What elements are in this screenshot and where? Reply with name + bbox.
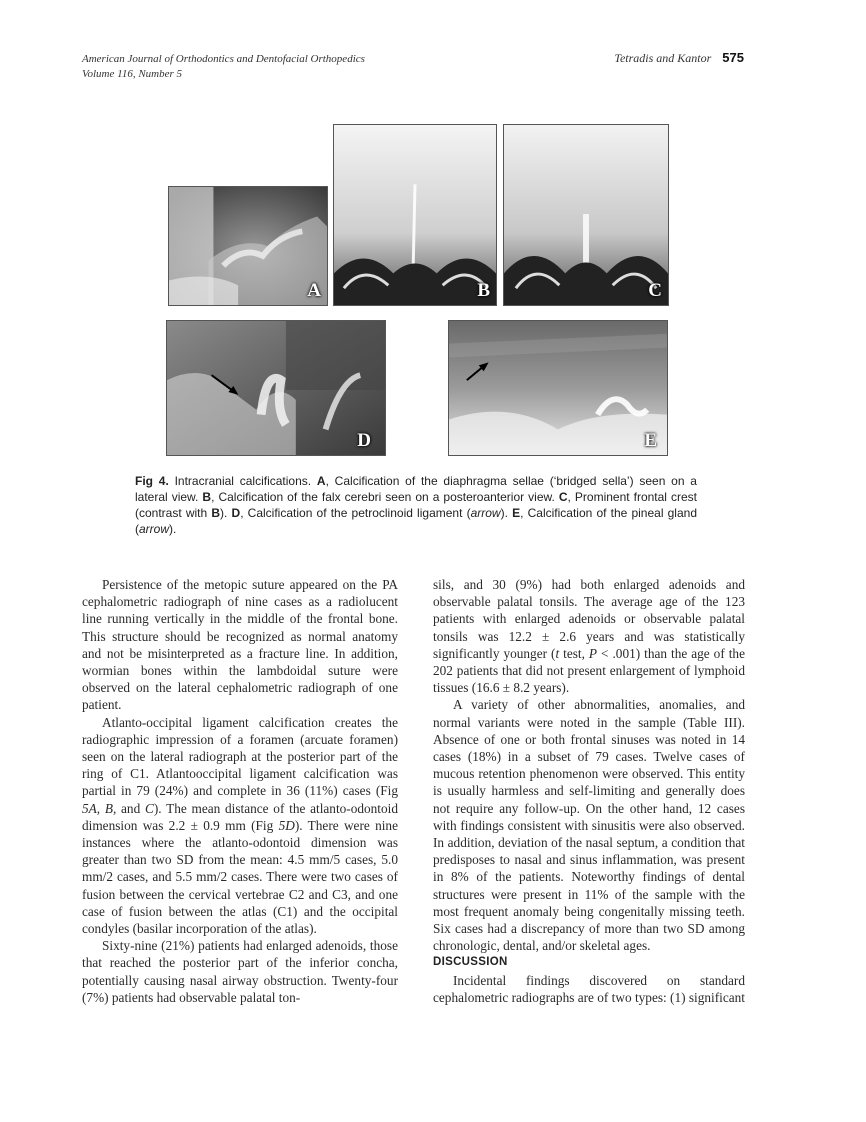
paragraph-metopic-suture: Persistence of the metopic suture appeared on the PA cephalometric radiograph of nine cases as a radiolucent line running vertically in the middle of the frontal bone. This structure should be recognized as normal anatomy and not be misinterpreted as a fracture line. In addition, wormian bones within the lambdoidal suture were observed on the lateral cephalometric radiograph of one patient. (82, 577, 398, 713)
figure-panel-b (333, 124, 497, 306)
running-header-journal (82, 52, 365, 82)
panel-label-e: E (644, 430, 657, 451)
paragraph-discussion: Incidental findings discovered on standard cephalometric radiographs are of two types: (1) significant (433, 972, 745, 1005)
figure-panel-c (503, 124, 669, 306)
body-right-column (433, 576, 745, 1006)
figure-panel-a (168, 186, 328, 306)
radiograph-b-image (334, 125, 496, 305)
paragraph-tonsils: sils, and 30 (9%) had both enlarged adenoids and observable palatal tonsils. The average age of the 123 patients with enlarged adenoids or observable palatal tonsils was 12.2 ± 2.6 years and was statistically significantly younger (t test, P < .001) than the age of the 202 patients that did not present enlargement of lymphoid tissues (16.6 ± 8.2 years). (433, 577, 745, 696)
panel-label-c: C (648, 280, 662, 301)
journal-volume: Volume 116, Number 5 (82, 68, 183, 80)
radiograph-d-image (167, 321, 385, 455)
paragraph-adenoids: Sixty-nine (21%) patients had enlarged adenoids, those that reached the posterior part of the inferior concha, potentially causing nasal airway obstruction. Twenty-four (7%) patients had observable palatal ton- (82, 938, 398, 1005)
panel-label-d: D (357, 430, 371, 451)
section-heading-discussion: DISCUSSION (433, 956, 508, 969)
panel-label-b: B (477, 280, 490, 301)
page-number: 575 (722, 50, 744, 65)
radiograph-c-image (504, 125, 668, 305)
paragraph-abnormalities: A variety of other abnormalities, anomalies, and normal variants were noted in the sample (Table III). Absence of one or both frontal sinuses was noted in 14 cases (18%) in a subset of 79 cases. Twelve cases of mucous retention phenomenon were observed. This entity is usually harmless and self-limiting and generally does not require any follow-up. On the other hand, 12 cases with findings consistent with sinusitis were also observed. In addition, deviation of the nasal septum, a condition that predisposes to nasal and sinus inflammation, was present in 8% of the patients. Noteworthy findings of dental structures were present in 11% of the sample with the most frequent anomaly being congenitally missing teeth. Six cases had a discrepancy of more than two SD among chronologic, dental, and/or skeletal ages. (433, 697, 745, 954)
panel-label-a: A (307, 280, 321, 301)
radiograph-e-image (449, 321, 667, 455)
radiograph-a-image (169, 187, 327, 305)
figure-panel-e (448, 320, 668, 456)
body-left-column (82, 576, 398, 1006)
caption-fig-label: Fig 4. (135, 474, 169, 488)
journal-title: American Journal of Orthodontics and Dentofacial Orthopedics (82, 53, 365, 65)
figure-panel-d (166, 320, 386, 456)
authors: Tetradis and Kantor (614, 51, 712, 65)
running-header-authors (614, 50, 744, 66)
paragraph-atlanto-occipital: Atlanto-occipital ligament calcification creates the radiographic impression of a foramen (arcuate foramen) seen on the lateral radiograph at the posterior part of the ring of C1. Atlantooccipital ligament calcification was partial in 79 (24%) and complete in 36 (11%) cases (Fig 5A, B, and C). The mean distance of the atlanto-odontoid dimension was 2.2 ± 0.9 mm (Fig 5D). There were nine instances where the atlanto-odontoid dimension was greater than two SD from the mean: 4.5 mm/5 cases, 5.0 mm/2 cases, and 5.5 mm/2 cases. There were two cases of fusion between the cervical vertebrae C2 and C3, and one case of fusion between the atlas (C1) and the occipital condyles (basilar incorporation of the atlas). (82, 714, 398, 937)
figure-caption: Fig 4. Intracranial calcifications. A, Calcification of the diaphragma sellae (‘bridged sella’) seen on a lateral view. B, Calcification of the falx cerebri seen on a posteroanterior view. C, Prominent frontal crest (contrast with B). D, Calcification of the petroclinoid ligament (arrow). E, Calcification of the pineal gland (arrow). (135, 474, 698, 536)
